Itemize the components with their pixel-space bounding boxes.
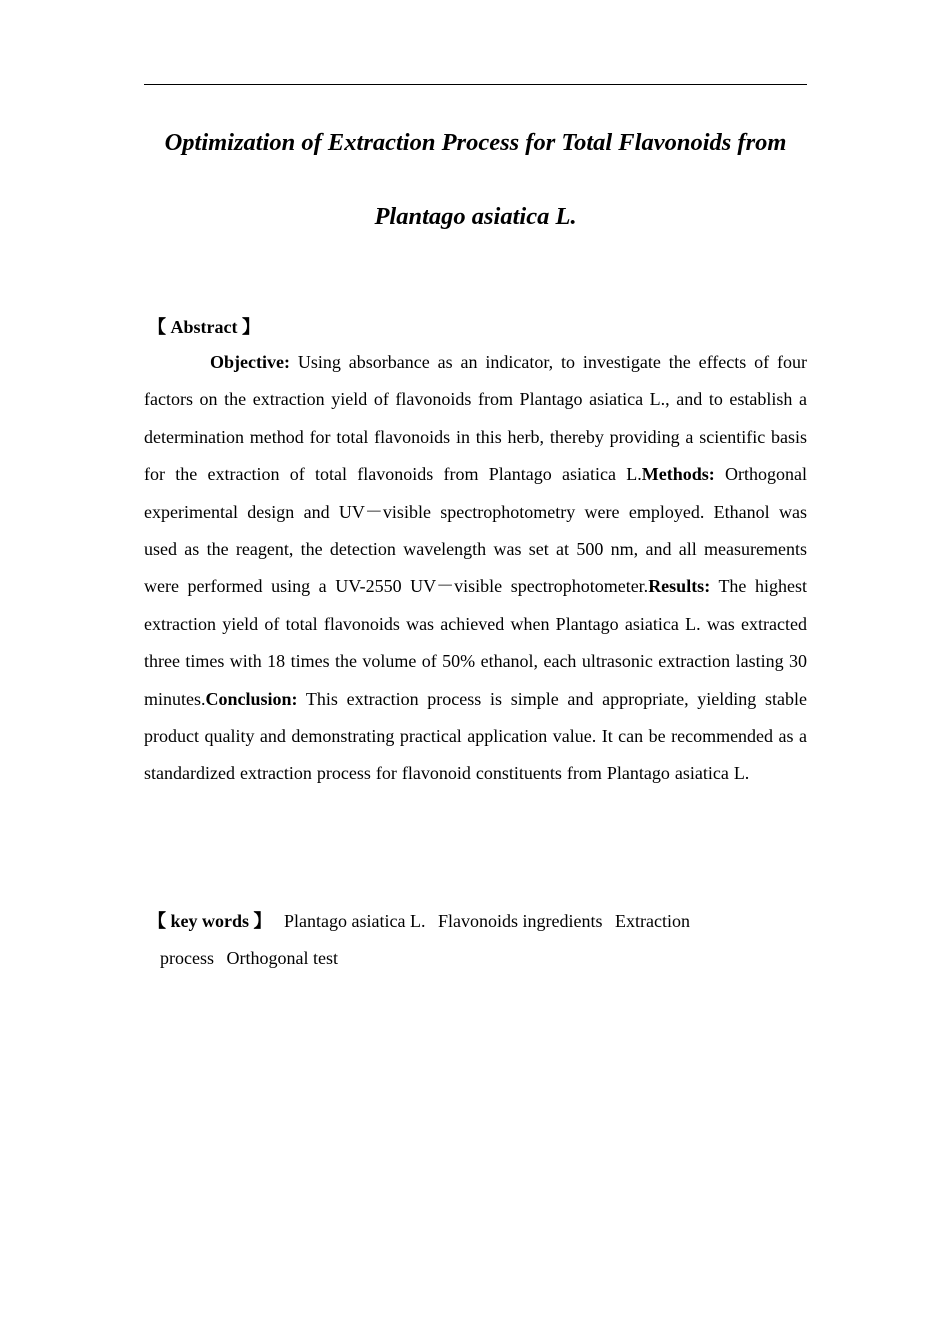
objective-label: Objective: <box>210 352 290 372</box>
keywords-bracket-open: 【 <box>148 911 166 931</box>
results-text: The highest extraction yield of total flavonoids was achieved when Plantago asiatica L. was extracted three times with 18 times the volume of 50% ethanol, each ultrasonic extraction lasting 30 minutes. <box>144 576 807 709</box>
document-title <box>134 106 817 254</box>
keyword-item: Plantago asiatica L. <box>284 911 426 931</box>
title-line-2: Plantago asiatica L. <box>374 203 577 230</box>
abstract-body <box>144 344 807 793</box>
objective-text: Using absorbance as an indicator, to investigate the effects of four factors on the extraction yield of flavonoids from Plantago asiatica L., and to establish a determination method for total flavonoids in this herb, thereby providing a scientific basis for the extraction of total flavonoids from Plantago asiatica L. <box>144 352 807 485</box>
title-line-1: Optimization of Extraction Process for Total Flavonoids from <box>164 129 787 156</box>
keyword-item: Extraction <box>614 911 690 931</box>
keywords-section <box>148 903 788 978</box>
conclusion-text: This extraction process is simple and appropriate, yielding stable product quality and demonstrating practical application value. It can be recommended as a standardized extraction process for flavonoid constituents from Plantago asiatica L. <box>144 688 807 784</box>
keywords-heading-label: key words <box>170 911 250 931</box>
header-rule <box>144 84 807 85</box>
abstract-bracket-open: 【 <box>148 317 166 337</box>
results-label: Results: <box>648 576 711 597</box>
keyword-item: process <box>160 948 214 969</box>
keyword-item: Orthogonal test <box>226 948 338 969</box>
keywords-bracket-close: 】 <box>253 911 272 931</box>
abstract-heading-label: Abstract <box>170 317 238 337</box>
methods-label: Methods: <box>641 464 715 485</box>
keywords-heading <box>148 911 276 931</box>
abstract-heading <box>148 314 260 340</box>
conclusion-label: Conclusion: <box>205 688 298 709</box>
methods-text: Orthogonal experimental design and UV－visible spectrophotometry were employed. Ethanol was used as the reagent, the detection wavelength was set at 500 nm, and all measurements were performed using a UV-2550 UV－visible spectrophotometer. <box>144 464 807 597</box>
keywords-line-2 <box>148 940 788 977</box>
keyword-item: Flavonoids ingredients <box>437 911 603 931</box>
abstract-bracket-close: 】 <box>241 317 260 337</box>
